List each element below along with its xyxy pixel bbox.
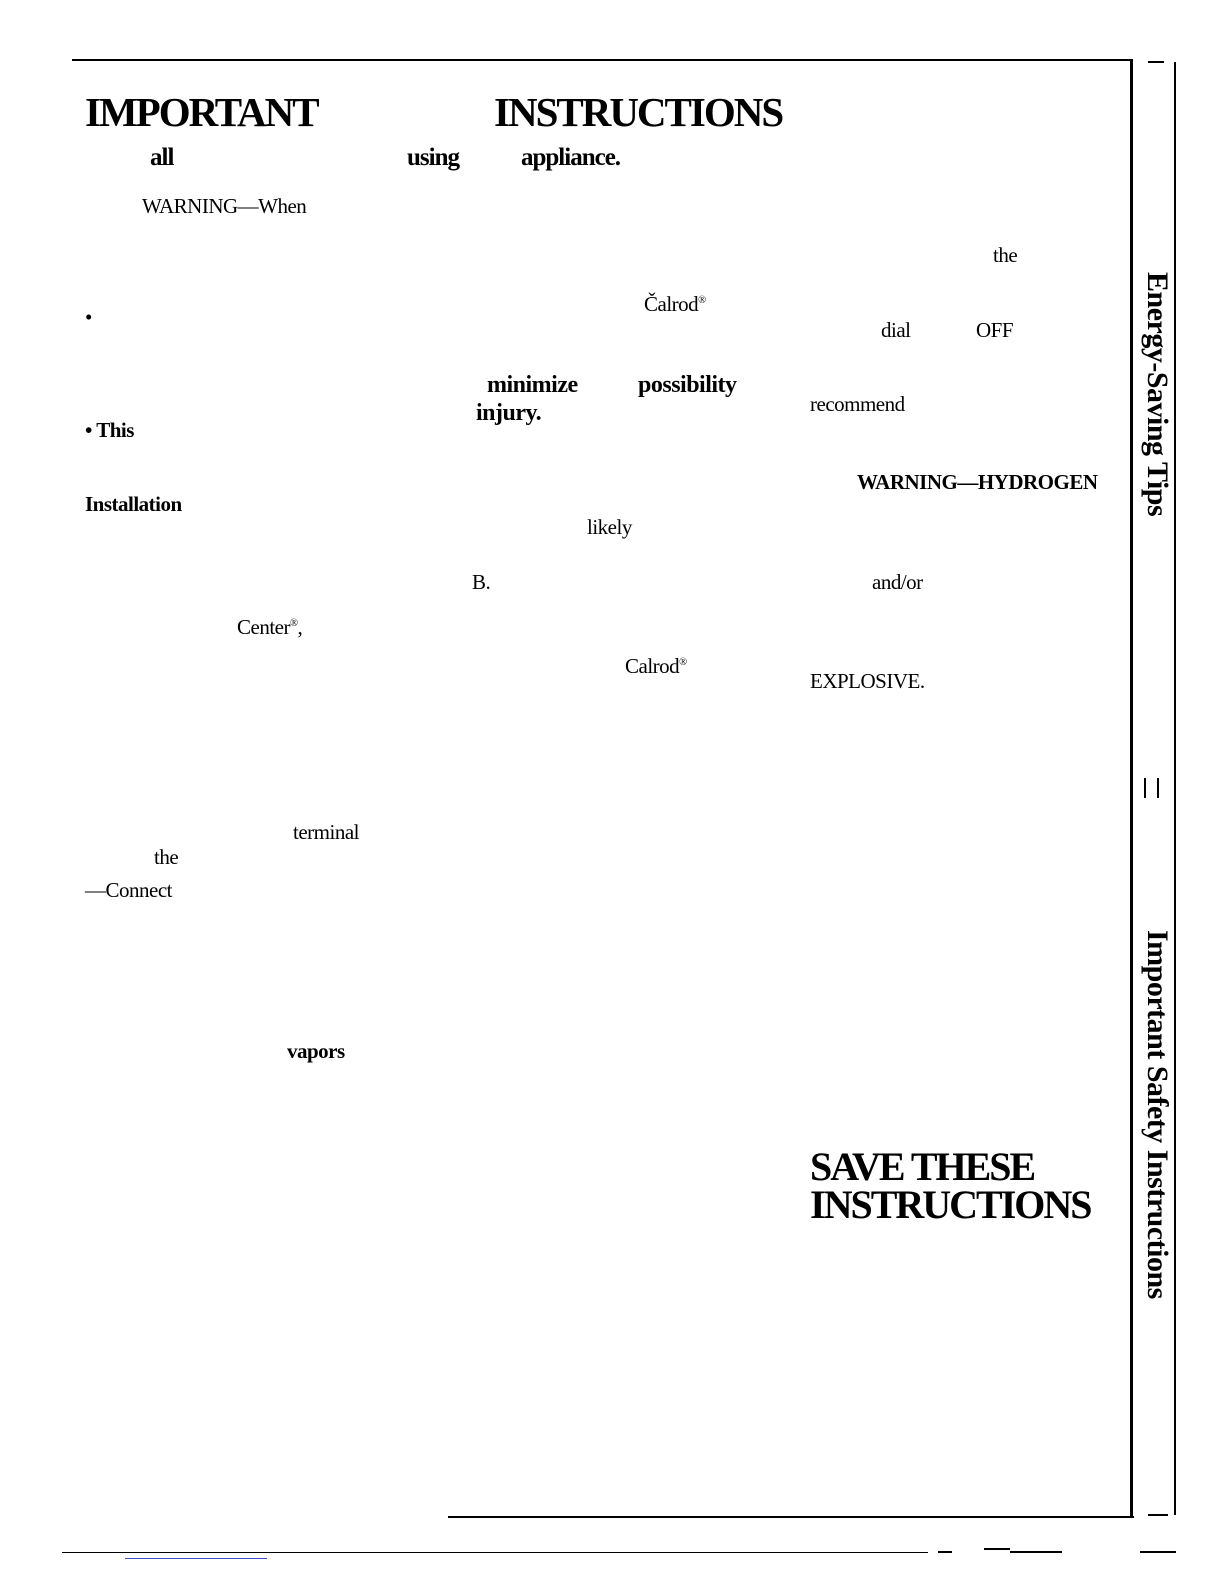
footer-dash-1 (938, 1551, 952, 1553)
the-word-left: the (154, 845, 179, 869)
installation-heading: Installation (85, 492, 182, 516)
sidebar-divider-tick-2 (1157, 778, 1159, 798)
warning-hydrogen: WARNING—HYDROGEN (857, 470, 1098, 494)
likely-word: likely (587, 515, 632, 539)
subheading-appliance: appliance. (521, 144, 621, 171)
the-word-right: the (993, 243, 1018, 267)
off-word: OFF (976, 318, 1014, 342)
save-instructions-line2: INSTRUCTIONS (810, 1182, 1091, 1227)
save-instructions-line1: SAVE THESE (810, 1144, 1035, 1189)
sidebar-bottom-tick (1148, 1514, 1168, 1516)
subheading-using: using (407, 144, 459, 171)
warning-when: WARNING—When (142, 194, 307, 218)
sidebar-right-border (1174, 62, 1176, 1515)
calrod-mark-1: Čalrod® (644, 292, 706, 316)
side-tab-energy-saving-tips[interactable]: Energy-Saving Tips (1141, 272, 1174, 517)
b-label: B. (472, 570, 491, 594)
minimize-word: minimize (487, 372, 578, 398)
sidebar-left-border (1130, 59, 1133, 1517)
bottom-rule-right (448, 1516, 1134, 1518)
injury-word: injury. (476, 400, 542, 426)
recommend-word: recommend (810, 392, 905, 416)
subheading-all: all (150, 144, 174, 171)
center-registered: Center®, (237, 615, 303, 639)
terminal-word: terminal (293, 820, 359, 844)
footer-link-line (125, 1558, 267, 1559)
sidebar-divider-tick (1144, 778, 1146, 798)
footer-rule (62, 1552, 928, 1553)
and-or-word: and/or (872, 570, 923, 594)
explosive-word: EXPLOSIVE. (810, 669, 925, 693)
side-tab-important-safety-instructions[interactable]: Important Safety Instructions (1141, 930, 1174, 1299)
footer-dash-3 (1010, 1551, 1062, 1553)
sidebar-top-tick (1148, 61, 1164, 63)
vapors-word: vapors (287, 1039, 345, 1063)
connect-word: —Connect (85, 878, 172, 902)
dial-word: dial (881, 318, 911, 342)
footer-dash-4 (1140, 1551, 1176, 1553)
heading-instructions: INSTRUCTIONS (494, 89, 783, 135)
footer-dash-2 (984, 1548, 1010, 1550)
top-rule (72, 59, 1132, 61)
heading-important: IMPORTANT (85, 89, 318, 135)
bullet: • (85, 305, 92, 329)
this-bullet: • This (85, 418, 134, 442)
calrod-mark-2: Calrod® (625, 654, 687, 678)
possibility-word: possibility (638, 372, 737, 398)
